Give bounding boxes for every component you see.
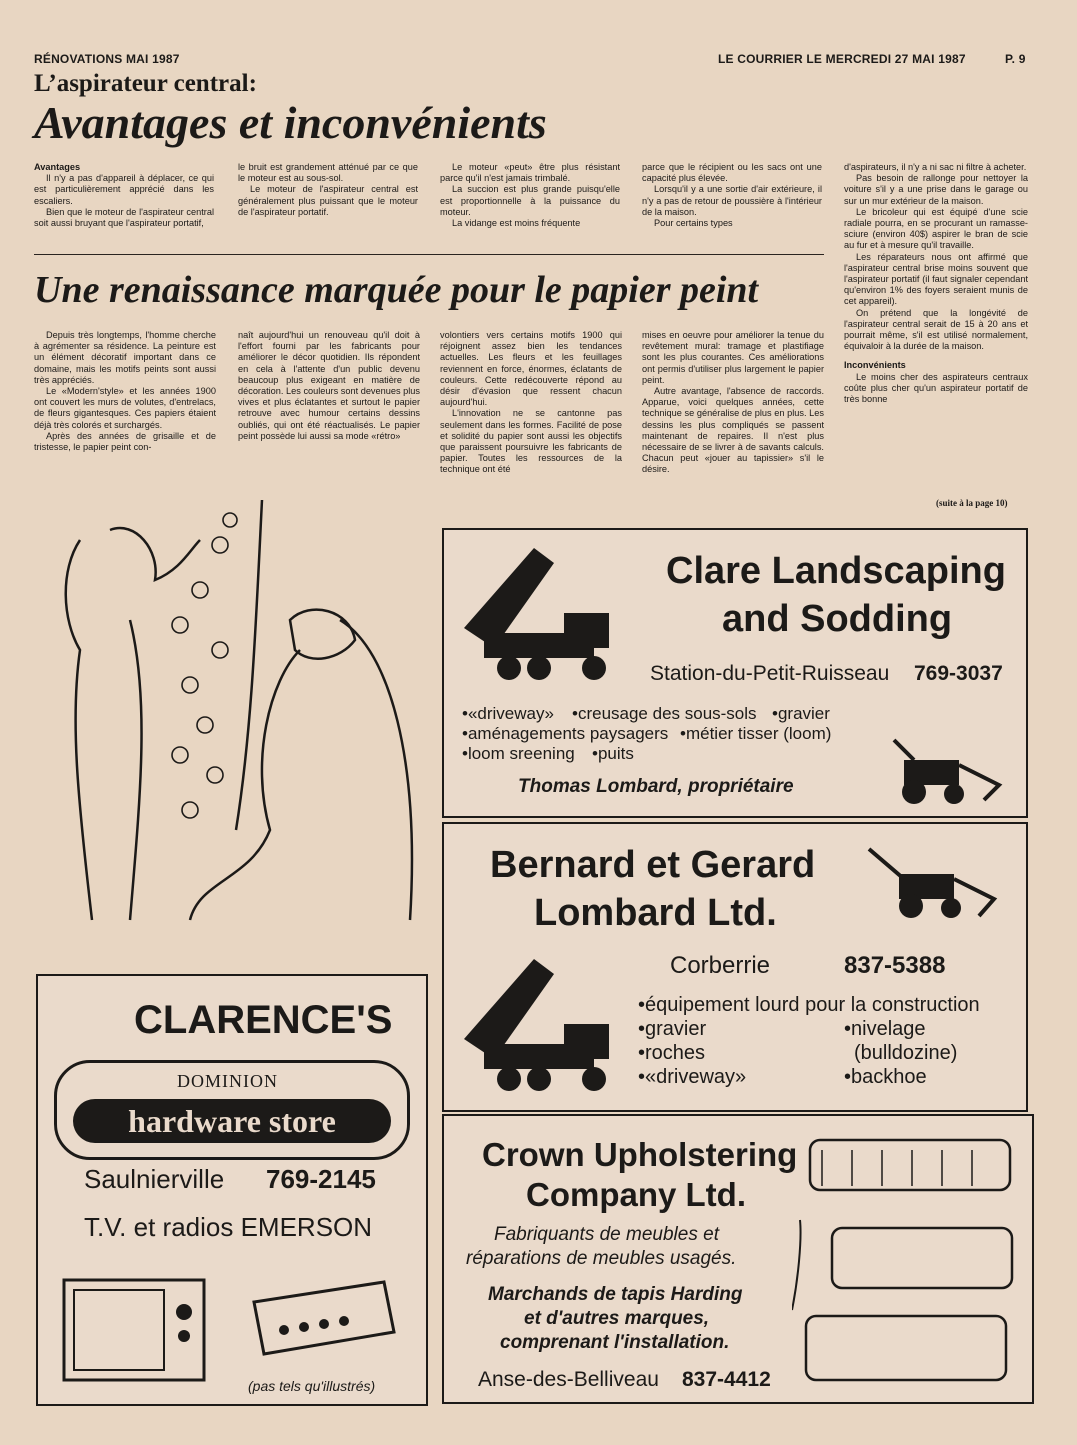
article1-col4: [642, 162, 822, 229]
col-heading: Avantages: [34, 162, 81, 172]
ad-location: Corberrie: [670, 952, 771, 979]
paragraph: Le moins cher des aspirateurs centraux coûte plus cher qu'un aspirateur portatif de très bonne: [844, 371, 1028, 405]
ad-crown-upholstering: [442, 1114, 1034, 1404]
ad-clare-landscaping: [442, 528, 1028, 818]
paragraph: parce que le récipient ou les sacs ont une capacité plus élevée.: [642, 162, 822, 184]
ad-line: T.V. et radios EMERSON: [84, 1212, 373, 1242]
service-item: •roches: [638, 1042, 706, 1064]
article2-col3: [440, 330, 622, 476]
paragraph: mises en oeuvre pour améliorer la tenue du revêtement mural: tramage et plastifiage sont les plus courantes. Ces améliorations ont permis d'utiliser plus largement le papier peint.: [642, 330, 824, 385]
article1-col2: [238, 162, 418, 218]
ad-location: Saulnierville: [84, 1164, 225, 1194]
paragraph: naît aujourd'hui un renouveau qu'il doit à l'effort fourni par les fabricants pour améliorer le décor quotidien. Ils répondent en cela à l'attente d'un public devenu beaucoup plus exigeant en matière de décoration. Les couleurs sont devenues plus vives et plus éclatantes et surtout le papier retrouve avec humour certains dessins oubliés, qui ont été réactualisés. Le papier peint possède lui aussi sa mode «rétro»: [238, 330, 420, 441]
ad-clarences: [36, 974, 428, 1406]
ad-name-line1: Bernard et Gerard: [490, 844, 816, 886]
wallpaper-illustration: [40, 500, 432, 970]
paragraph: Le moteur «peut» être plus résistant parce qu'il n'est jamais trimbalé.: [440, 162, 620, 184]
paragraph: On prétend que la longévité de l'aspirateur central serait de 15 à 20 ans et pourrait même, s'il est utilisé normalement, équivaloir à la durée de la maison.: [844, 307, 1028, 352]
dump-truck-icon: [454, 949, 624, 1099]
article1-col3: [440, 162, 620, 229]
ad-desc-line1: Fabriquants de meubles et: [494, 1224, 719, 1245]
service-item: •backhoe: [844, 1066, 927, 1088]
dump-truck-icon: [454, 538, 624, 688]
paragraph: La vidange est moins fréquente: [452, 218, 581, 229]
paragraph: Autre avantage, l'absence de raccords. Apparue, voici quelques années, cette technique se généralise de plus en plus. Les dessins les plus compliqués se passent maintenant de repaires. Il n'est plus nécessaire de se livrer à de savants calculs. Chacun peut «jouer au tapissier» s'il le désire.: [642, 386, 824, 475]
paragraph: d'aspirateurs, il n'y a ni sac ni filtre à acheter.: [844, 162, 1027, 172]
col-heading: Inconvénients: [844, 360, 906, 371]
article1-title: Avantages et inconvénients: [34, 97, 547, 148]
header-section: RÉNOVATIONS MAI 1987: [34, 52, 180, 66]
paragraph: Pas besoin de rallonge pour nettoyer la voiture s'il y a une prise dans le garage ou sur un mur extérieur de la maison.: [844, 173, 1028, 206]
page-number: P. 9: [1005, 52, 1026, 66]
service-item: •nivelage: [844, 1018, 926, 1040]
paragraph: Pour certains types: [654, 218, 733, 229]
ad-merch-line3: comprenant l'installation.: [500, 1332, 730, 1353]
continued-note: (suite à la page 10): [936, 498, 1008, 508]
ad-name-line2: Company Ltd.: [526, 1176, 746, 1213]
service-item: •gravier: [772, 704, 830, 723]
backhoe-icon: [874, 730, 1014, 810]
dominion-logo: [54, 1060, 410, 1160]
ad-bernard-gerard: [442, 822, 1028, 1112]
ad-desc-line2: réparations de meubles usagés.: [466, 1248, 737, 1269]
article2-col2: [238, 330, 420, 442]
paragraph: Il n'y a pas d'appareil à déplacer, ce qui est particulièrement apprécié dans les escaliers.: [34, 173, 214, 206]
paragraph: Bien que le moteur de l'aspirateur central soit aussi bruyant que l'aspirateur portatif,: [34, 206, 214, 229]
article2-title: Une renaissance marquée pour le papier peint: [34, 269, 759, 311]
tv-icon: [60, 1272, 210, 1392]
header-newspaper: LE COURRIER LE MERCREDI 27 MAI 1987: [718, 52, 966, 66]
service-item: •métier tisser (loom): [680, 724, 832, 743]
paragraph: L'innovation ne se cantonne pas seulement dans les formes. Facilité de pose et solidité du papier sont aussi les objectifs que paraissent poursuivre les fabricants de papier. Toutes les ressources de la technique ont été: [440, 408, 622, 475]
ad-phone: 769-3037: [914, 662, 1003, 685]
service-item: •loom sreening: [462, 744, 575, 763]
paragraph: Le moteur de l'aspirateur central est généralement plus puissant que le moteur de l'aspirateur portatif.: [238, 184, 418, 217]
ad-location: Anse-des-Belliveau: [478, 1368, 659, 1391]
ad-name: CLARENCE'S: [134, 998, 393, 1042]
ad-name-line2: and Sodding: [722, 598, 953, 640]
divider: [34, 254, 824, 255]
paragraph: Depuis très longtemps, l'homme cherche à agrémenter sa résidence. La peinture est un élément décoratif important dans ce domaine, mais les motifs peints sont aussi très appréciés.: [34, 330, 216, 385]
ad-phone: 837-5388: [844, 952, 946, 979]
service-item: •équipement lourd pour la construction: [638, 994, 980, 1016]
service-item: (bulldozine): [854, 1042, 958, 1064]
ad-phone: 837-4412: [682, 1368, 771, 1391]
ad-name-line1: Clare Landscaping: [666, 550, 1006, 592]
service-item: •«driveway»: [462, 704, 554, 723]
logo-top-text: DOMINION: [177, 1071, 278, 1091]
paragraph: Lorsqu'il y a une sortie d'air extérieure, il n'y a pas de retour de poussière à l'intérieur de la maison.: [642, 184, 822, 217]
service-item: •«driveway»: [638, 1066, 747, 1088]
logo-main-text: hardware store: [73, 1099, 391, 1143]
service-item: •gravier: [638, 1018, 707, 1040]
ad-merch-line1: Marchands de tapis Harding: [488, 1284, 743, 1305]
radio-icon: [244, 1272, 404, 1362]
paragraph: le bruit est grandement atténué par ce que le moteur est au sous-sol.: [238, 162, 418, 184]
ad-name-line1: Crown Upholstering: [482, 1136, 798, 1173]
article1-col1: [34, 162, 214, 229]
ad-note: (pas tels qu'illustrés): [248, 1378, 376, 1394]
paragraph: Le bricoleur qui est équipé d'une scie radiale pourra, en se procurant un ramasse-sciure (environ 40$) aspirer le bran de scie au fur et à mesure qu'il travaille.: [844, 206, 1028, 251]
paragraph: volontiers vers certains motifs 1900 qui réjoignent assez bien les tendances actuelles. Les fleurs et les feuillages reviennent en force, énormes, éclatants de couleurs. Cette redécouverte répond au désir d'évasion que ressent chacun aujourd'hui.: [440, 330, 622, 408]
service-item: •creusage des sous-sols: [572, 704, 757, 723]
backhoe-icon: [859, 844, 1009, 924]
service-item: •puits: [592, 744, 634, 763]
paragraph: La succion est plus grande puisqu'elle est proportionnelle à la puissance du moteur.: [440, 184, 620, 217]
sofa-icon: [792, 1130, 1028, 1400]
paragraph: Les réparateurs nous ont affirmé que l'aspirateur central brise moins souvent que l'aspirateur portatif (il faut signaler cependant qu'environ 1% des foyers seraient munis de cet appareil).: [844, 251, 1028, 307]
paragraph: Après des années de grisaille et de tristesse, le papier peint con-: [34, 430, 216, 453]
service-item: •aménagements paysagers: [462, 724, 669, 743]
ad-owner: Thomas Lombard, propriétaire: [518, 776, 794, 797]
article1-col5: [844, 162, 1028, 405]
ad-phone: 769-2145: [266, 1164, 376, 1194]
ad-location: Station-du-Petit-Ruisseau: [650, 662, 890, 685]
paragraph: Le «Modern'style» et les années 1900 ont couvert les murs de volutes, d'entrelacs, de fleurs gigantesques. Ces papiers étaient déjà très colorés et surchargés.: [34, 386, 216, 430]
ad-name-line2: Lombard Ltd.: [534, 892, 777, 934]
ad-merch-line2: et d'autres marques,: [524, 1308, 710, 1329]
article1-kicker: L’aspirateur central:: [34, 70, 257, 97]
article2-col1: [34, 330, 216, 453]
article2-col4: [642, 330, 824, 476]
